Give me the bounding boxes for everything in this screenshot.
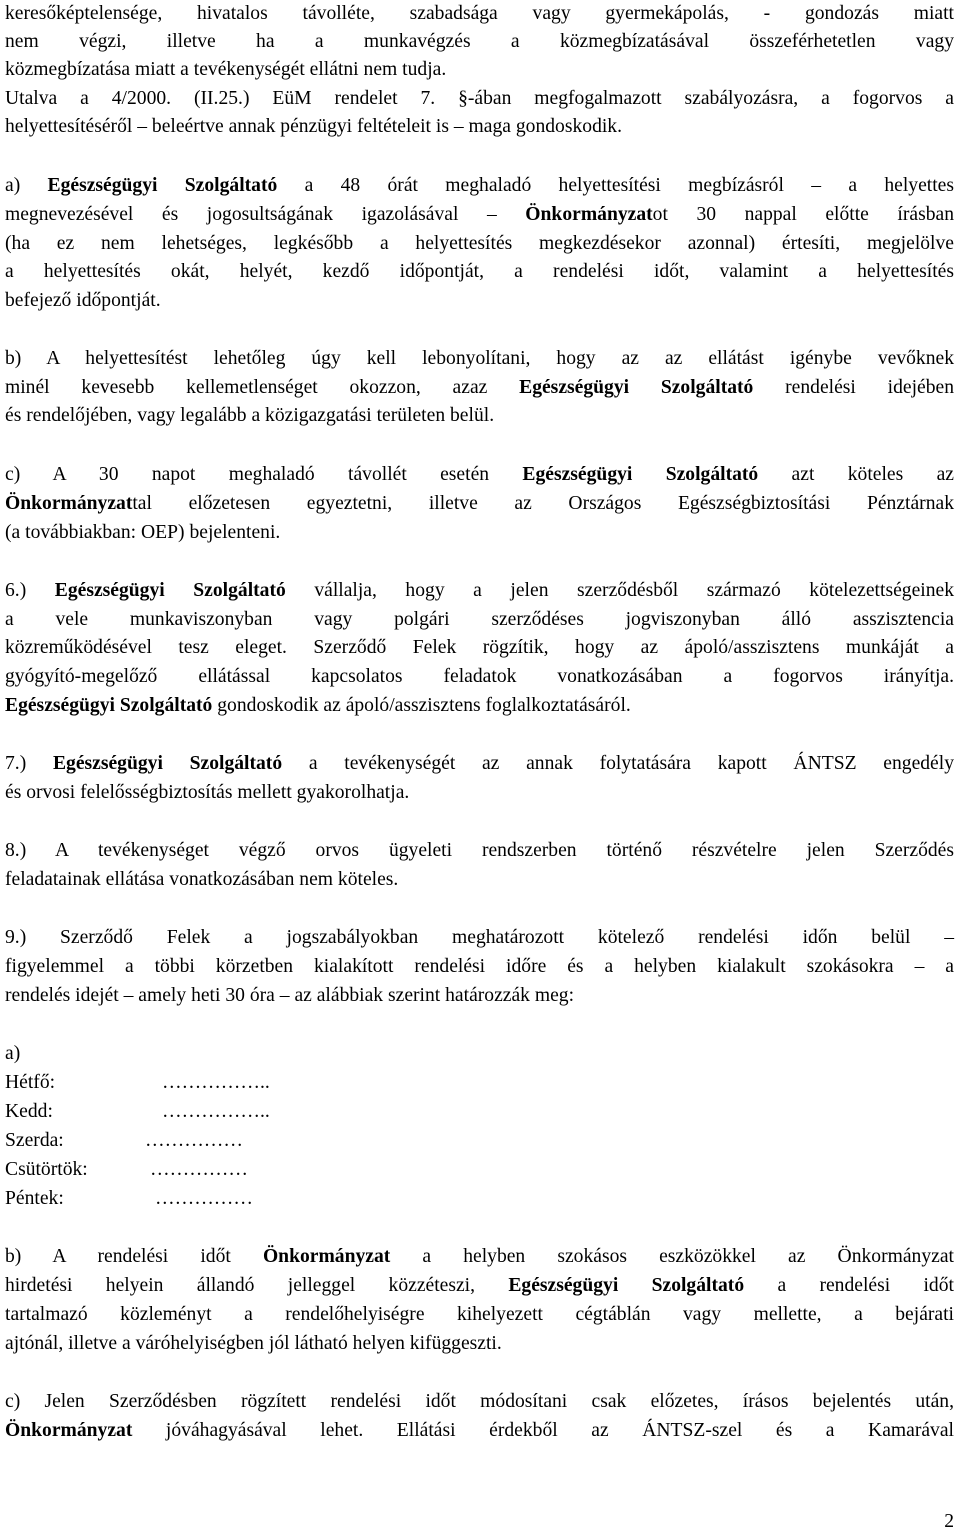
paragraph-line: feladatainak ellátása vonatkozásában nem köteles.	[5, 869, 399, 890]
page-number: 2	[944, 1511, 954, 1532]
schedule-day-blank: ……………	[155, 1188, 253, 1209]
paragraph-line: befejező időpontját.	[5, 290, 161, 311]
party-name: Önkormányzat	[5, 1420, 133, 1441]
party-name: Egészségügyi Szolgáltató	[52, 753, 283, 774]
paragraph-line: nem végzi, illetve ha a munkavégzés a közmegbízatásával összeférhetetlen vagy	[5, 31, 954, 52]
paragraph-line	[5, 461, 954, 489]
paragraph-line: figyelemmel a többi körzetben kialakított rendelési időre és a helyben kialakult szokásokra – a	[5, 956, 954, 977]
schedule-day-blank: ……………	[150, 1159, 248, 1180]
text: tal előzetesen egyeztetni, illetve az Országos Egészségbiztosítási Pénztárnak	[132, 493, 954, 514]
text: c) A 30 napot meghaladó távollét esetén	[5, 464, 523, 485]
paragraph-line	[5, 1243, 954, 1271]
schedule-day-blank: ……………..	[162, 1072, 270, 1093]
paragraph-line: közreműködésével tesz eleget. Szerződő Felek rögzítik, hogy az ápoló/asszisztens munkáját a	[5, 637, 954, 658]
party-name: Egészségügyi Szolgáltató	[5, 695, 213, 716]
paragraph-line: a vele munkaviszonyban vagy polgári szerződéses jogviszonyban álló asszisztencia	[5, 609, 954, 630]
text: minél kevesebb kellemetlenséget okozzon, azaz	[5, 377, 520, 398]
schedule-day-label: Hétfő:	[5, 1072, 56, 1093]
paragraph-line	[5, 1272, 954, 1300]
text: rendelési idejében	[753, 377, 954, 398]
paragraph-line: tartalmazó közleményt a rendelőhelyiségre kihelyezett cégtáblán vagy mellette, a bejárati	[5, 1304, 954, 1325]
paragraph-line: helyettesítéséről – beleértve annak pénzügyi feltételeit is – maga gondoskodik.	[5, 116, 623, 137]
paragraph-line: rendelés idejét – amely heti 30 óra – az alábbiak szerint határozzák meg:	[5, 985, 575, 1006]
paragraph-line: gyógyító-megelőző ellátással kapcsolatos feladatok vonatkozásában a fogorvos irányítja.	[5, 666, 954, 687]
paragraph-line: keresőképtelensége, hivatalos távolléte, szabadsága vagy gyermekápolás, - gondozás miatt	[5, 3, 954, 24]
text: a rendelési időt	[744, 1275, 954, 1296]
party-name: Egészségügyi Szolgáltató	[508, 1275, 745, 1296]
schedule-day-label: Csütörtök:	[5, 1159, 88, 1180]
paragraph-line: a helyettesítés okát, helyét, kezdő időpontját, a rendelési időt, valamint a helyettesítés	[5, 261, 954, 282]
paragraph-line	[5, 490, 954, 518]
party-name: Önkormányzat	[5, 493, 133, 514]
text: hirdetési helyein állandó jelleggel közzéteszi,	[5, 1275, 509, 1296]
text: azt köteles az	[758, 464, 954, 485]
paragraph-line: (a továbbiakban: OEP) bejelenteni.	[5, 522, 281, 543]
text: jóváhagyásával lehet. Ellátási érdekből az ÁNTSZ-szel és a Kamarával	[132, 1420, 954, 1441]
text: gondoskodik az ápoló/asszisztens foglalkoztatásáról.	[212, 695, 631, 716]
paragraph-line	[5, 172, 954, 200]
paragraph-line	[5, 1417, 954, 1445]
text: megnevezésével és jogosultságának igazolásával –	[5, 204, 526, 225]
text: a tevékenységét az annak folytatására kapott ÁNTSZ engedély	[282, 753, 954, 774]
text: b) A rendelési időt	[5, 1246, 263, 1267]
paragraph-line: ajtónál, illetve a váróhelyiségben jól látható helyen kifüggeszti.	[5, 1333, 502, 1354]
text: 6.)	[5, 580, 55, 601]
paragraph-line	[5, 374, 954, 402]
text: a helyben szokásos eszközökkel az Önkormányzat	[390, 1246, 954, 1267]
schedule-label: a)	[5, 1043, 21, 1064]
schedule-day-blank: ……………	[145, 1130, 243, 1151]
text: ot 30 nappal előtte írásban	[652, 204, 954, 225]
paragraph-line: 9.) Szerződő Felek a jogszabályokban meghatározott kötelező rendelési időn belül –	[5, 927, 954, 948]
party-name: Egészségügyi Szolgáltató	[519, 377, 754, 398]
schedule-day-blank: ……………..	[162, 1101, 270, 1122]
schedule-day-label: Kedd:	[5, 1101, 53, 1122]
schedule-day-label: Szerda:	[5, 1130, 64, 1151]
paragraph-line: b) A helyettesítést lehetőleg úgy kell lebonyolítani, hogy az az ellátást igénybe vevőknek	[5, 348, 954, 369]
paragraph-line	[5, 692, 954, 720]
paragraph-line: c) Jelen Szerződésben rögzített rendelési időt módosítani csak előzetes, írásos bejelentés után,	[5, 1391, 954, 1412]
party-name: Egészségügyi Szolgáltató	[54, 580, 286, 601]
paragraph-line: 8.) A tevékenységet végző orvos ügyeleti rendszerben történő részvételre jelen Szerződés	[5, 840, 954, 861]
paragraph-line	[5, 201, 954, 229]
paragraph-line: és rendelőjében, vagy legalább a közigazgatási területen belül.	[5, 405, 495, 426]
paragraph-line: közmegbízatása miatt a tevékenységét ellátni nem tudja.	[5, 59, 447, 80]
paragraph-line: Utalva a 4/2000. (II.25.) EüM rendelet 7. §-ában megfogalmazott szabályozásra, a fogorvos a	[5, 88, 954, 109]
text: a)	[5, 175, 48, 196]
party-name: Önkormányzat	[525, 204, 653, 225]
text: a 48 órát meghaladó helyettesítési megbízásról – a helyettes	[277, 175, 954, 196]
party-name: Egészségügyi Szolgáltató	[522, 464, 759, 485]
text: 7.)	[5, 753, 53, 774]
text: vállalja, hogy a jelen szerződésből származó kötelezettségeinek	[285, 580, 954, 601]
paragraph-line: (ha ez nem lehetséges, legkésőbb a helyettesítés megkezdésekor azonnal) értesíti, megjelölve	[5, 233, 954, 254]
schedule-day-label: Péntek:	[5, 1188, 64, 1209]
paragraph-line: és orvosi felelősségbiztosítás mellett gyakorolhatja.	[5, 782, 410, 803]
paragraph-line	[5, 577, 954, 605]
paragraph-line	[5, 750, 954, 778]
party-name: Egészségügyi Szolgáltató	[47, 175, 278, 196]
party-name: Önkormányzat	[262, 1246, 391, 1267]
